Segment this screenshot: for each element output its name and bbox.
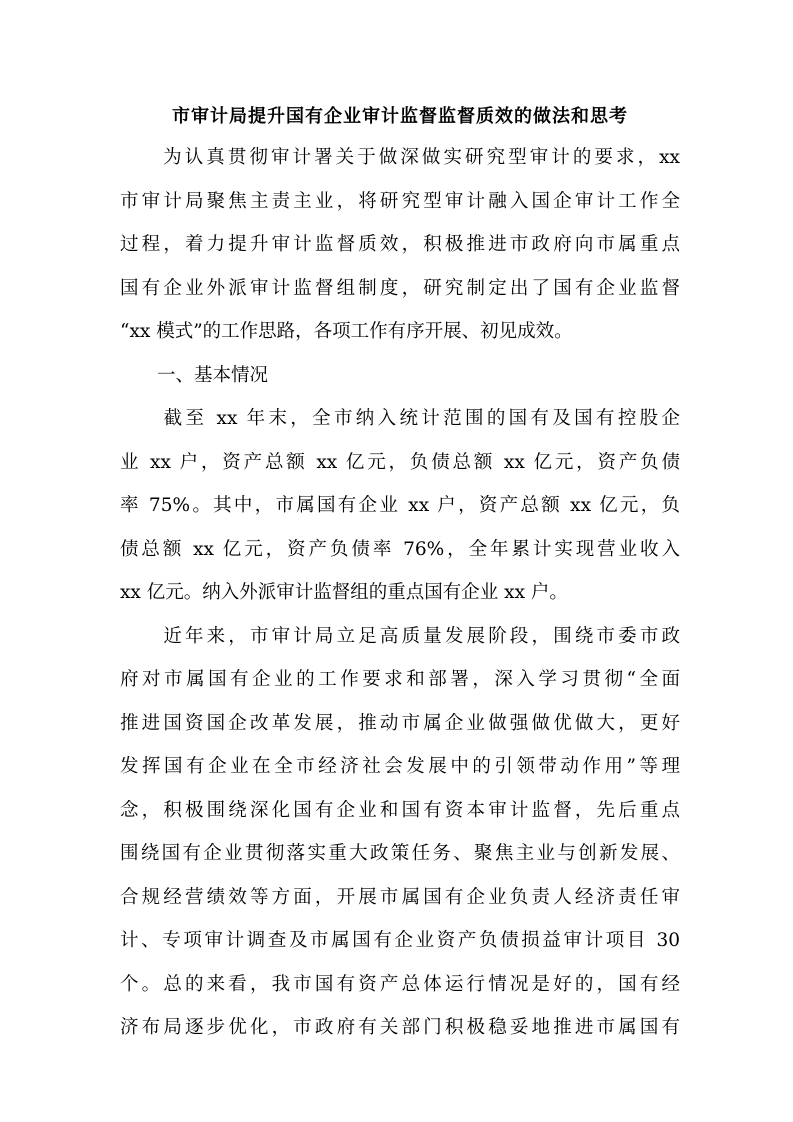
paragraph-line: 为认真贯彻审计署关于做深做实研究型审计的要求，xx bbox=[120, 147, 680, 168]
paragraph-line: 业 xx 户，资产总额 xx 亿元，负债总额 xx 亿元，资产负债 bbox=[120, 452, 680, 473]
paragraph-line: 近年来，市审计局立足高质量发展阶段，围绕市委市政 bbox=[120, 626, 680, 647]
paragraph-line: 计、专项审计调查及市属国有企业资产负债损益审计项目 30 bbox=[120, 930, 680, 951]
document-title: 市审计局提升国有企业审计监督监督质效的做法和思考 bbox=[172, 106, 628, 127]
paragraph-line: 发挥国有企业在全市经济社会发展中的引领带动作用”等理 bbox=[120, 756, 680, 777]
paragraph-line: 国有企业外派审计监督组制度，研究制定出了国有企业监督 bbox=[120, 278, 680, 299]
paragraph-line: 府对市属国有企业的工作要求和部署，深入学习贯彻“全面 bbox=[120, 669, 680, 690]
paragraph-line: 念，积极围绕深化国有企业和国有资本审计监督，先后重点 bbox=[120, 800, 680, 821]
section-heading: 一、基本情况 bbox=[120, 365, 269, 386]
paragraph-line: 率 75%。其中，市属国有企业 xx 户，资产总额 xx 亿元，负 bbox=[120, 495, 680, 516]
paragraph-line: 截至 xx 年末，全市纳入统计范围的国有及国有控股企 bbox=[120, 408, 680, 429]
paragraph-line: 合规经营绩效等方面，开展市属国有企业负责人经济责任审 bbox=[120, 887, 680, 908]
paragraph-line: 债总额 xx 亿元，资产负债率 76%，全年累计实现营业收入 bbox=[120, 539, 680, 560]
paragraph-line: 市审计局聚焦主责主业，将研究型审计融入国企审计工作全 bbox=[120, 191, 680, 212]
paragraph-line: 个。总的来看，我市国有资产总体运行情况是好的，国有经 bbox=[120, 974, 680, 995]
paragraph-line: 围绕国有企业贯彻落实重大政策任务、聚焦主业与创新发展、 bbox=[120, 843, 680, 864]
paragraph-line: 推进国资国企改革发展，推动市属企业做强做优做大，更好 bbox=[120, 713, 680, 734]
paragraph-line: xx 亿元。纳入外派审计监督组的重点国有企业 xx 户。 bbox=[120, 582, 568, 603]
paragraph-line: 济布局逐步优化，市政府有关部门积极稳妥地推进市属国有 bbox=[120, 1017, 680, 1038]
paragraph-line: 过程，着力提升审计监督质效，积极推进市政府向市属重点 bbox=[120, 234, 680, 255]
paragraph-line: “xx 模式”的工作思路，各项工作有序开展、初见成效。 bbox=[120, 321, 573, 342]
